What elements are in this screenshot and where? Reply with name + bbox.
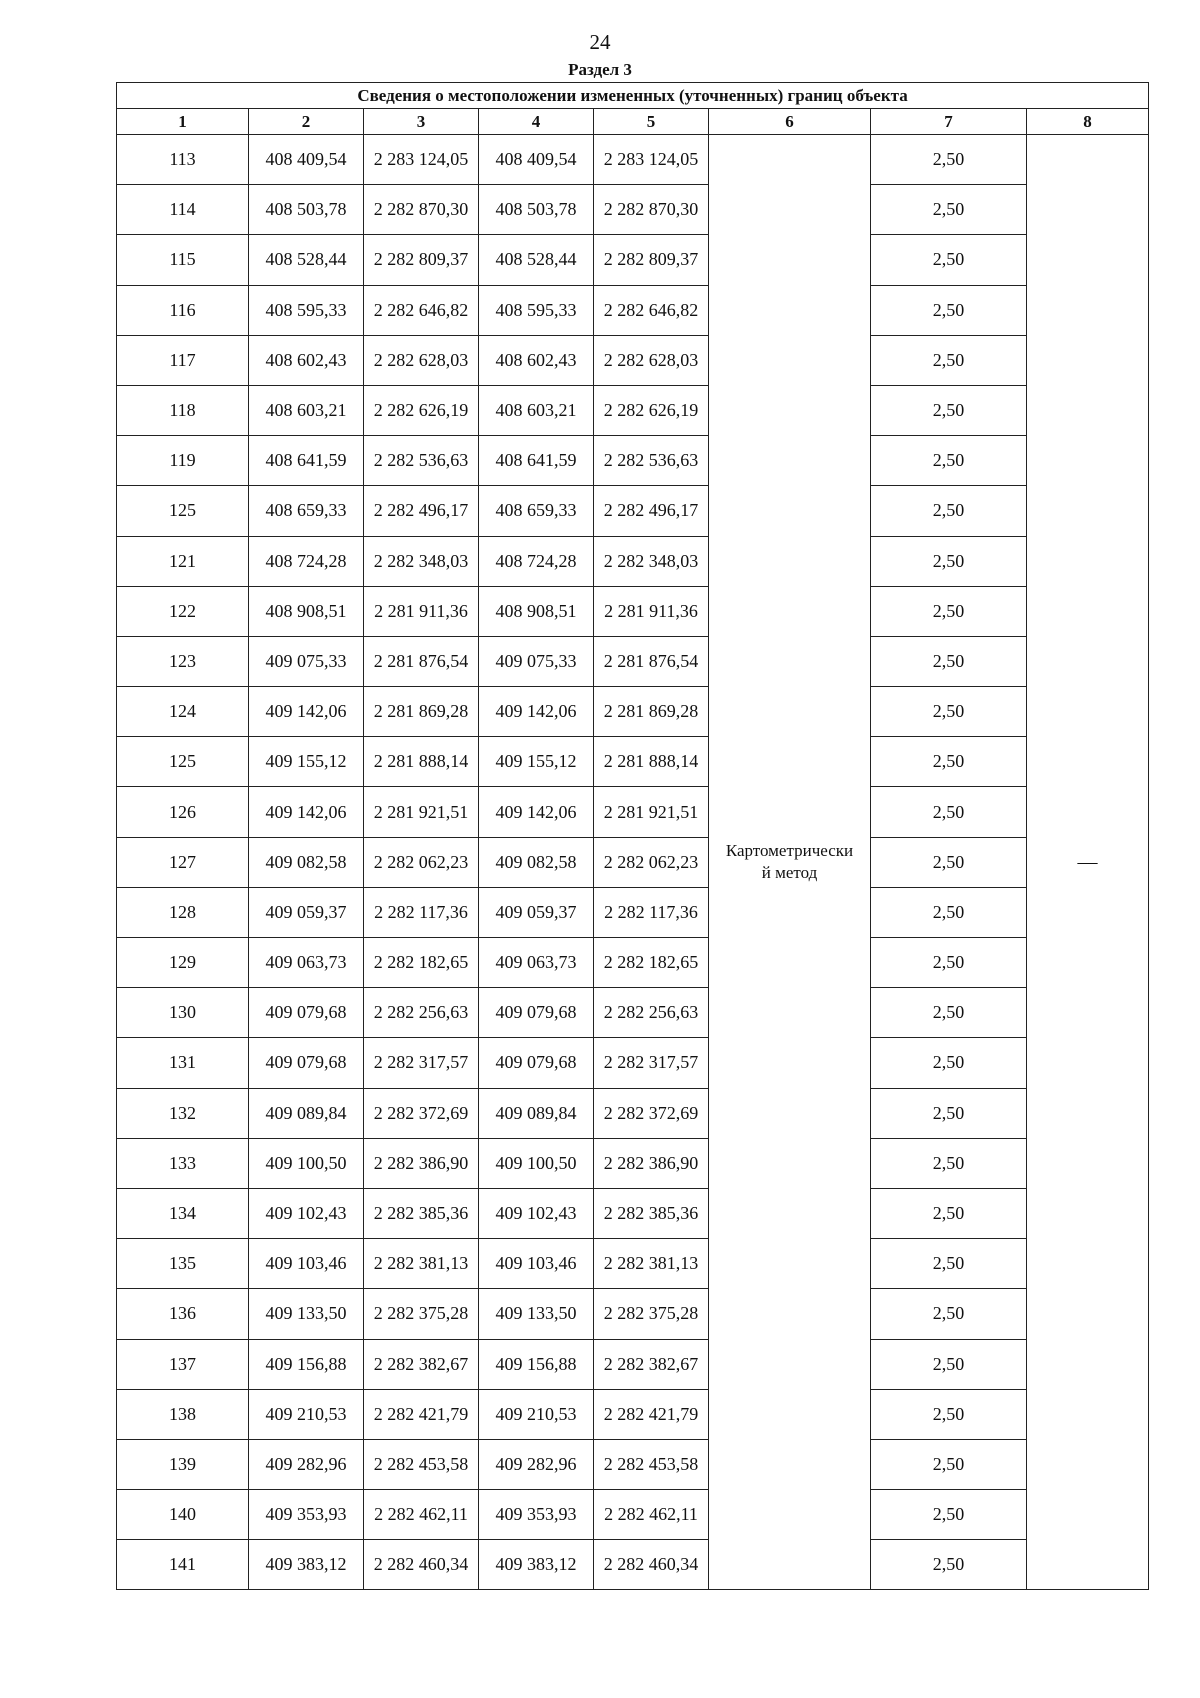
point-number-cell: 116 (117, 285, 249, 335)
accuracy-cell: 2,50 (871, 1038, 1027, 1088)
accuracy-cell: 2,50 (871, 887, 1027, 937)
refined-x-cell: 409 075,33 (479, 636, 594, 686)
point-number-cell: 119 (117, 436, 249, 486)
refined-x-cell: 409 156,88 (479, 1339, 594, 1389)
table-row (117, 1038, 1149, 1088)
table-row (117, 1439, 1149, 1489)
table-row (117, 1138, 1149, 1188)
table-body (117, 135, 1149, 1590)
refined-x-cell: 408 595,33 (479, 285, 594, 335)
existing-y-cell: 2 282 385,36 (364, 1188, 479, 1238)
table-row (117, 787, 1149, 837)
existing-y-cell: 2 282 536,63 (364, 436, 479, 486)
table-row (117, 837, 1149, 887)
column-header: 2 (249, 109, 364, 135)
existing-x-cell: 409 353,93 (249, 1490, 364, 1540)
table-row (117, 486, 1149, 536)
refined-y-cell: 2 282 256,63 (594, 988, 709, 1038)
existing-y-cell: 2 282 348,03 (364, 536, 479, 586)
table-row (117, 687, 1149, 737)
existing-y-cell: 2 282 182,65 (364, 938, 479, 988)
coordinates-table (116, 82, 1149, 1590)
refined-x-cell: 408 503,78 (479, 185, 594, 235)
table-row (117, 285, 1149, 335)
accuracy-cell: 2,50 (871, 235, 1027, 285)
table-row (117, 636, 1149, 686)
existing-x-cell: 409 383,12 (249, 1540, 364, 1590)
existing-y-cell: 2 282 117,36 (364, 887, 479, 937)
accuracy-cell: 2,50 (871, 1389, 1027, 1439)
refined-y-cell: 2 282 382,67 (594, 1339, 709, 1389)
refined-x-cell: 409 383,12 (479, 1540, 594, 1590)
point-number-cell: 124 (117, 687, 249, 737)
existing-x-cell: 409 063,73 (249, 938, 364, 988)
refined-y-cell: 2 282 385,36 (594, 1188, 709, 1238)
refined-y-cell: 2 282 117,36 (594, 887, 709, 937)
existing-x-cell: 408 409,54 (249, 135, 364, 185)
refined-x-cell: 409 082,58 (479, 837, 594, 887)
point-number-cell: 134 (117, 1188, 249, 1238)
existing-y-cell: 2 282 062,23 (364, 837, 479, 887)
point-number-cell: 125 (117, 486, 249, 536)
existing-y-cell: 2 282 460,34 (364, 1540, 479, 1590)
refined-x-cell: 409 353,93 (479, 1490, 594, 1540)
refined-x-cell: 409 282,96 (479, 1439, 594, 1489)
table-row (117, 335, 1149, 385)
point-number-cell: 130 (117, 988, 249, 1038)
accuracy-cell: 2,50 (871, 837, 1027, 887)
table-row (117, 586, 1149, 636)
existing-y-cell: 2 281 869,28 (364, 687, 479, 737)
point-number-cell: 127 (117, 837, 249, 887)
refined-y-cell: 2 282 372,69 (594, 1088, 709, 1138)
refined-x-cell: 409 210,53 (479, 1389, 594, 1439)
refined-x-cell: 409 100,50 (479, 1138, 594, 1188)
existing-y-cell: 2 282 381,13 (364, 1239, 479, 1289)
refined-y-cell: 2 282 460,34 (594, 1540, 709, 1590)
refined-y-cell: 2 282 646,82 (594, 285, 709, 335)
refined-x-cell: 408 641,59 (479, 436, 594, 486)
refined-x-cell: 408 602,43 (479, 335, 594, 385)
existing-x-cell: 409 155,12 (249, 737, 364, 787)
accuracy-cell: 2,50 (871, 1088, 1027, 1138)
existing-x-cell: 409 156,88 (249, 1339, 364, 1389)
table-row (117, 1289, 1149, 1339)
refined-y-cell: 2 282 536,63 (594, 436, 709, 486)
existing-y-cell: 2 282 372,69 (364, 1088, 479, 1138)
column-header: 6 (709, 109, 871, 135)
table-row (117, 1088, 1149, 1138)
table-row (117, 135, 1149, 185)
point-number-cell: 122 (117, 586, 249, 636)
refined-x-cell: 408 724,28 (479, 536, 594, 586)
point-number-cell: 118 (117, 385, 249, 435)
refined-x-cell: 408 908,51 (479, 586, 594, 636)
point-number-cell: 131 (117, 1038, 249, 1088)
accuracy-cell: 2,50 (871, 436, 1027, 486)
existing-y-cell: 2 281 921,51 (364, 787, 479, 837)
existing-x-cell: 408 602,43 (249, 335, 364, 385)
refined-x-cell: 409 089,84 (479, 1088, 594, 1138)
table-row (117, 235, 1149, 285)
existing-x-cell: 409 089,84 (249, 1088, 364, 1138)
existing-x-cell: 409 102,43 (249, 1188, 364, 1238)
accuracy-cell: 2,50 (871, 1289, 1027, 1339)
existing-y-cell: 2 282 382,67 (364, 1339, 479, 1389)
accuracy-cell: 2,50 (871, 385, 1027, 435)
existing-y-cell: 2 282 870,30 (364, 185, 479, 235)
point-number-cell: 123 (117, 636, 249, 686)
existing-x-cell: 409 100,50 (249, 1138, 364, 1188)
existing-x-cell: 408 503,78 (249, 185, 364, 235)
refined-y-cell: 2 282 870,30 (594, 185, 709, 235)
existing-y-cell: 2 281 888,14 (364, 737, 479, 787)
existing-x-cell: 408 603,21 (249, 385, 364, 435)
existing-x-cell: 409 133,50 (249, 1289, 364, 1339)
existing-y-cell: 2 282 375,28 (364, 1289, 479, 1339)
refined-x-cell: 409 063,73 (479, 938, 594, 988)
accuracy-cell: 2,50 (871, 135, 1027, 185)
table-row (117, 887, 1149, 937)
column-header: 7 (871, 109, 1027, 135)
refined-y-cell: 2 282 809,37 (594, 235, 709, 285)
existing-x-cell: 408 641,59 (249, 436, 364, 486)
accuracy-cell: 2,50 (871, 1239, 1027, 1289)
existing-y-cell: 2 281 876,54 (364, 636, 479, 686)
refined-x-cell: 409 102,43 (479, 1188, 594, 1238)
refined-y-cell: 2 282 453,58 (594, 1439, 709, 1489)
method-text-line: й метод (761, 863, 818, 883)
refined-y-cell: 2 282 496,17 (594, 486, 709, 536)
accuracy-cell: 2,50 (871, 687, 1027, 737)
existing-x-cell: 408 595,33 (249, 285, 364, 335)
column-header: 8 (1027, 109, 1149, 135)
refined-x-cell: 408 659,33 (479, 486, 594, 536)
point-number-cell: 133 (117, 1138, 249, 1188)
accuracy-cell: 2,50 (871, 536, 1027, 586)
refined-y-cell: 2 282 462,11 (594, 1490, 709, 1540)
existing-y-cell: 2 282 809,37 (364, 235, 479, 285)
accuracy-cell: 2,50 (871, 787, 1027, 837)
existing-y-cell: 2 282 626,19 (364, 385, 479, 435)
accuracy-cell: 2,50 (871, 285, 1027, 335)
section-title: Раздел 3 (568, 60, 632, 79)
accuracy-cell: 2,50 (871, 636, 1027, 686)
existing-y-cell: 2 282 421,79 (364, 1389, 479, 1439)
accuracy-cell: 2,50 (871, 988, 1027, 1038)
existing-y-cell: 2 282 453,58 (364, 1439, 479, 1489)
point-number-cell: 129 (117, 938, 249, 988)
table-row (117, 737, 1149, 787)
column-header: 1 (117, 109, 249, 135)
existing-y-cell: 2 282 646,82 (364, 285, 479, 335)
point-number-cell: 128 (117, 887, 249, 937)
refined-x-cell: 409 059,37 (479, 887, 594, 937)
point-number-cell: 117 (117, 335, 249, 385)
point-number-cell: 121 (117, 536, 249, 586)
existing-y-cell: 2 282 628,03 (364, 335, 479, 385)
refined-x-cell: 408 603,21 (479, 385, 594, 435)
refined-x-cell: 408 528,44 (479, 235, 594, 285)
refined-y-cell: 2 281 876,54 (594, 636, 709, 686)
refined-x-cell: 409 103,46 (479, 1239, 594, 1289)
point-number-cell: 140 (117, 1490, 249, 1540)
existing-x-cell: 409 142,06 (249, 787, 364, 837)
table-row (117, 185, 1149, 235)
refined-x-cell: 409 142,06 (479, 787, 594, 837)
point-number-cell: 138 (117, 1389, 249, 1439)
accuracy-cell: 2,50 (871, 586, 1027, 636)
refined-y-cell: 2 282 062,23 (594, 837, 709, 887)
point-number-cell: 132 (117, 1088, 249, 1138)
accuracy-cell: 2,50 (871, 737, 1027, 787)
existing-y-cell: 2 282 256,63 (364, 988, 479, 1038)
existing-y-cell: 2 282 317,57 (364, 1038, 479, 1088)
accuracy-cell: 2,50 (871, 1490, 1027, 1540)
refined-y-cell: 2 282 386,90 (594, 1138, 709, 1188)
column-header: 4 (479, 109, 594, 135)
table-row (117, 1239, 1149, 1289)
accuracy-cell: 2,50 (871, 938, 1027, 988)
refined-y-cell: 2 281 888,14 (594, 737, 709, 787)
refined-x-cell: 408 409,54 (479, 135, 594, 185)
accuracy-cell: 2,50 (871, 1188, 1027, 1238)
method-text-line: Картометрически (725, 841, 854, 861)
refined-y-cell: 2 281 921,51 (594, 787, 709, 837)
existing-x-cell: 409 082,58 (249, 837, 364, 887)
point-number-cell: 141 (117, 1540, 249, 1590)
existing-x-cell: 409 059,37 (249, 887, 364, 937)
table-row (117, 1389, 1149, 1439)
accuracy-cell: 2,50 (871, 1138, 1027, 1188)
existing-x-cell: 409 079,68 (249, 988, 364, 1038)
refined-y-cell: 2 283 124,05 (594, 135, 709, 185)
table-caption: Сведения о местоположении измененных (уточненных) границ объекта (117, 83, 1149, 109)
point-number-cell: 135 (117, 1239, 249, 1289)
column-header: 5 (594, 109, 709, 135)
point-number-cell: 115 (117, 235, 249, 285)
refined-x-cell: 409 079,68 (479, 1038, 594, 1088)
existing-x-cell: 409 079,68 (249, 1038, 364, 1088)
accuracy-cell: 2,50 (871, 185, 1027, 235)
table-row (117, 385, 1149, 435)
existing-x-cell: 408 528,44 (249, 235, 364, 285)
existing-y-cell: 2 281 911,36 (364, 586, 479, 636)
table-row (117, 1540, 1149, 1590)
table-row (117, 988, 1149, 1038)
existing-x-cell: 409 142,06 (249, 687, 364, 737)
existing-y-cell: 2 283 124,05 (364, 135, 479, 185)
point-number-cell: 125 (117, 737, 249, 787)
method-cell (709, 135, 871, 1590)
refined-x-cell: 409 155,12 (479, 737, 594, 787)
existing-x-cell: 408 908,51 (249, 586, 364, 636)
refined-y-cell: 2 282 375,28 (594, 1289, 709, 1339)
point-number-cell: 136 (117, 1289, 249, 1339)
existing-x-cell: 409 075,33 (249, 636, 364, 686)
page-number: 24 (589, 30, 611, 54)
point-number-cell: 113 (117, 135, 249, 185)
refined-x-cell: 409 133,50 (479, 1289, 594, 1339)
existing-y-cell: 2 282 496,17 (364, 486, 479, 536)
existing-y-cell: 2 282 462,11 (364, 1490, 479, 1540)
table-row (117, 938, 1149, 988)
point-number-cell: 114 (117, 185, 249, 235)
refined-x-cell: 409 142,06 (479, 687, 594, 737)
existing-x-cell: 409 282,96 (249, 1439, 364, 1489)
refined-y-cell: 2 282 381,13 (594, 1239, 709, 1289)
column-number-row (117, 109, 1149, 135)
point-number-cell: 137 (117, 1339, 249, 1389)
accuracy-cell: 2,50 (871, 1439, 1027, 1489)
point-number-cell: 126 (117, 787, 249, 837)
existing-x-cell: 408 659,33 (249, 486, 364, 536)
accuracy-cell: 2,50 (871, 1540, 1027, 1590)
refined-y-cell: 2 281 869,28 (594, 687, 709, 737)
existing-x-cell: 409 103,46 (249, 1239, 364, 1289)
existing-x-cell: 409 210,53 (249, 1389, 364, 1439)
table-row (117, 1188, 1149, 1238)
table-row (117, 536, 1149, 586)
column-8-cell: — (1027, 135, 1149, 1590)
refined-y-cell: 2 282 348,03 (594, 536, 709, 586)
accuracy-cell: 2,50 (871, 1339, 1027, 1389)
point-number-cell: 139 (117, 1439, 249, 1489)
column-header: 3 (364, 109, 479, 135)
refined-y-cell: 2 282 421,79 (594, 1389, 709, 1439)
accuracy-cell: 2,50 (871, 335, 1027, 385)
refined-y-cell: 2 282 626,19 (594, 385, 709, 435)
existing-x-cell: 408 724,28 (249, 536, 364, 586)
refined-y-cell: 2 282 317,57 (594, 1038, 709, 1088)
table-row (117, 1339, 1149, 1389)
accuracy-cell: 2,50 (871, 486, 1027, 536)
table-row (117, 436, 1149, 486)
table-row (117, 1490, 1149, 1540)
refined-y-cell: 2 281 911,36 (594, 586, 709, 636)
existing-y-cell: 2 282 386,90 (364, 1138, 479, 1188)
refined-x-cell: 409 079,68 (479, 988, 594, 1038)
refined-y-cell: 2 282 182,65 (594, 938, 709, 988)
refined-y-cell: 2 282 628,03 (594, 335, 709, 385)
